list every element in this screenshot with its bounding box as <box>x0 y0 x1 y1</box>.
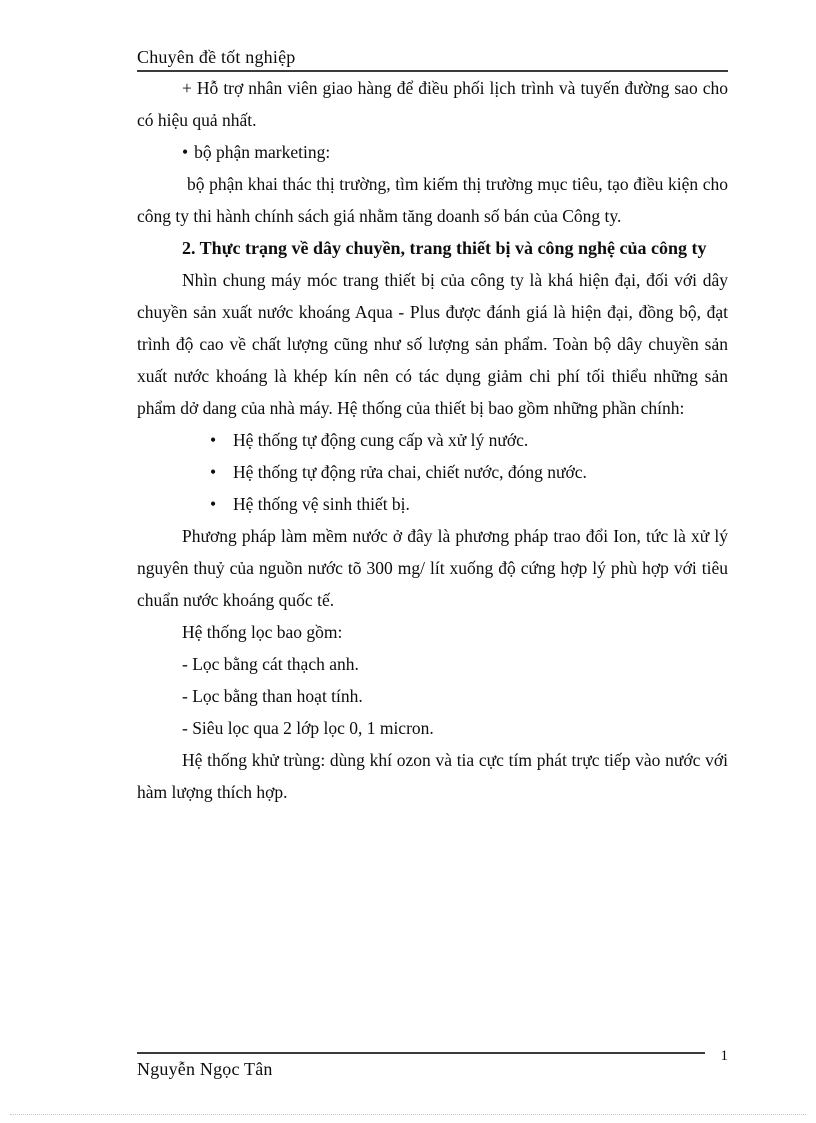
filter-item-quartz: - Lọc bằng cát thạch anh. <box>182 654 359 674</box>
page-footer <box>137 1044 728 1081</box>
list-item-text: Hệ thống tự động rửa chai, chiết nước, đóng nước. <box>233 462 587 482</box>
list-item <box>137 488 728 520</box>
list-item <box>137 456 728 488</box>
filter-item-charcoal: - Lọc bằng than hoạt tính. <box>182 686 363 706</box>
filter-item-micron: - Siêu lọc qua 2 lớp lọc 0, 1 micron. <box>182 718 434 738</box>
list-item-text: Hệ thống tự động cung cấp và xử lý nước. <box>233 430 529 450</box>
marketing-bullet-line <box>137 136 728 168</box>
system-bullet-list <box>137 424 728 520</box>
paragraph-ion-exchange: Phương pháp làm mềm nước ở đây là phương pháp trao đổi Ion, tức là xử lý nguyên thuỷ của nguồn nước tõ 300 mg/ lít xuống độ cứng hợp lý phù hợp với tiêu chuẩn nước khoáng quốc tế. <box>137 526 728 610</box>
page-header <box>137 0 728 72</box>
header-title: Chuyên đề tốt nghiệp <box>137 47 296 67</box>
paragraph-sterilization: Hệ thống khử trùng: dùng khí ozon và tia cực tím phát trực tiếp vào nước với hàm lượng thích hợp. <box>137 750 728 802</box>
page-bottom-divider <box>10 1114 806 1115</box>
marketing-bullet-label: bộ phận marketing: <box>194 142 331 162</box>
paragraph-filter-intro: Hệ thống lọc bao gồm: <box>182 622 343 642</box>
paragraph-marketing: bộ phận khai thác thị trường, tìm kiếm thị trường mục tiêu, tạo điều kiện cho công ty thi hành chính sách giá nhằm tăng doanh số bán của Công ty. <box>137 174 728 226</box>
footer-rule <box>137 1052 705 1054</box>
page-number: 1 <box>720 1048 728 1064</box>
paragraph-equipment-overview: Nhìn chung máy móc trang thiết bị của công ty là khá hiện đại, đối với dây chuyền sản xuất nước khoáng Aqua - Plus được đánh giá là hiện đại, đồng bộ, đạt trình độ cao về chất lượng cũng như số lượng sản phẩm. Toàn bộ dây chuyền sản xuất nước khoáng là khép kín nên có tác dụng giảm chi phí tối thiểu những sản phẩm dở dang của nhà máy. Hệ thống của thiết bị bao gồm những phần chính: <box>137 270 728 418</box>
bullet-icon: • <box>210 494 217 514</box>
bullet-icon: • <box>210 430 217 450</box>
section-heading-2: 2. Thực trạng về dây chuyền, trang thiết bị và công nghệ của công ty <box>182 238 707 258</box>
paragraph-support-delivery: + Hỗ trợ nhân viên giao hàng để điều phối lịch trình và tuyến đường sao cho có hiệu quả nhất. <box>137 78 728 130</box>
list-item <box>137 424 728 456</box>
bullet-icon: • <box>182 142 189 162</box>
list-item-text: Hệ thống vệ sinh thiết bị. <box>233 494 410 514</box>
bullet-icon: • <box>210 462 217 482</box>
footer-author: Nguyễn Ngọc Tân <box>137 1059 273 1079</box>
document-body <box>137 72 728 808</box>
